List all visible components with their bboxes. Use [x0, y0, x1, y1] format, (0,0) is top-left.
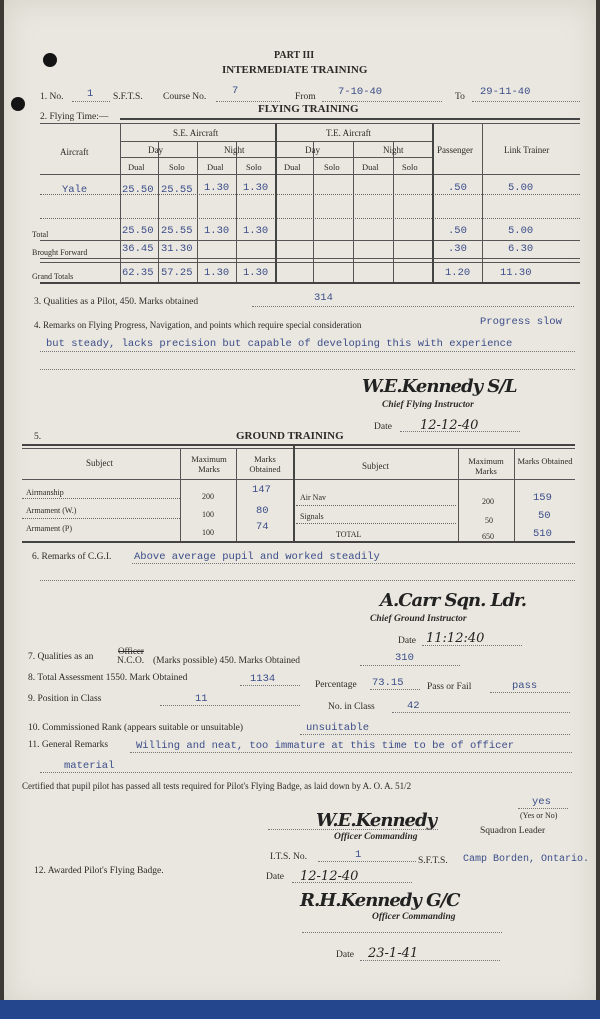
- its-label: I.T.S. No.: [270, 852, 308, 862]
- flying-training-heading: FLYING TRAINING: [258, 103, 359, 115]
- to-label: To: [455, 92, 465, 102]
- max-marks: 200: [202, 492, 214, 501]
- oc2-date-value: 23-1-41: [368, 946, 419, 961]
- cell: 1.20: [445, 267, 471, 279]
- from-label: From: [295, 92, 316, 102]
- certification-text: Certified that pupil pilot has passed all tests required for Pilot's Flying Badge, as laid down by A. O. A. 51/2: [22, 781, 412, 791]
- q9-value: 11: [195, 693, 208, 705]
- subject: Airmanship: [26, 488, 64, 497]
- q8-pass-fail: pass: [512, 680, 538, 692]
- col-max-marks: Maximum Marks: [191, 454, 227, 474]
- cell: .30: [448, 243, 467, 255]
- q7-label-b: (Marks possible) 450. Marks Obtained: [153, 656, 300, 666]
- cell: 25.50: [122, 184, 154, 196]
- col-se-aircraft: S.E. Aircraft: [173, 128, 219, 138]
- q7-value: 310: [395, 652, 414, 664]
- marks-obtained: 510: [533, 528, 552, 540]
- q6-label: 6. Remarks of C.G.I.: [32, 552, 112, 562]
- cell: 5.00: [508, 182, 534, 194]
- cell: 1.30: [243, 267, 269, 279]
- q7-officer: Officer: [118, 646, 144, 656]
- subject: Armament (P): [26, 524, 72, 533]
- col-solo: Solo: [246, 162, 262, 172]
- punch-hole: [11, 97, 25, 111]
- its-value: 1: [355, 849, 362, 861]
- cfi-date-label: Date: [374, 422, 392, 432]
- col-solo: Solo: [402, 162, 418, 172]
- col-se-night: Night: [224, 145, 245, 155]
- oc-title: Officer Commanding: [334, 832, 418, 842]
- q11-value-1: Willing and neat, too immature at this time to be of officer: [136, 740, 515, 752]
- subject: Air Nav: [300, 493, 326, 502]
- q3-value: 314: [314, 292, 333, 304]
- q3-label: 3. Qualities as a Pilot, 450. Marks obtained: [34, 297, 199, 307]
- marks-obtained: 159: [533, 492, 552, 504]
- row-label: Brought Forward: [32, 248, 88, 257]
- q9-label: 9. Position in Class: [28, 694, 102, 704]
- col-subject: Subject: [86, 458, 113, 468]
- q7-label: 7. Qualities as an: [28, 652, 94, 662]
- table-surface: [0, 1000, 600, 1019]
- col-link-trainer: Link Trainer: [504, 145, 550, 155]
- col-max-marks: Maximum Marks: [468, 456, 504, 476]
- q9-no-value: 42: [407, 700, 420, 712]
- row-label: Grand Totals: [32, 272, 74, 281]
- no-label: 1. No.: [40, 92, 64, 102]
- q8-percentage-label: Percentage: [315, 680, 357, 690]
- oc-date-label: Date: [266, 872, 284, 882]
- row-label: Total: [32, 230, 49, 239]
- punch-hole: [43, 53, 57, 67]
- yes-or-no-hint: (Yes or No): [520, 811, 558, 820]
- marks-obtained: 80: [256, 505, 269, 517]
- cgi-date-value: 11:12:40: [426, 631, 485, 646]
- oc2-date-label: Date: [336, 950, 354, 960]
- col-dual: Dual: [128, 162, 145, 172]
- cell: 5.00: [508, 225, 534, 237]
- flying-time-label: 2. Flying Time:—: [40, 112, 109, 122]
- q10-value: unsuitable: [306, 722, 370, 734]
- q10-label: 10. Commissioned Rank (appears suitable or unsuitable): [28, 723, 244, 733]
- oc2-title: Officer Commanding: [372, 912, 456, 922]
- q8-percentage: 73.15: [372, 677, 404, 689]
- cell: 31.30: [161, 243, 193, 255]
- oc-sfts-label: S.F.T.S.: [418, 856, 448, 866]
- no-value: 1: [87, 88, 94, 100]
- cell: 11.30: [500, 267, 532, 279]
- max-marks: 100: [202, 528, 214, 537]
- subject: Signals: [300, 512, 324, 521]
- cell: 62.35: [122, 267, 154, 279]
- sfts-label: S.F.T.S.: [113, 92, 143, 102]
- oc-date-value: 12-12-40: [300, 869, 359, 884]
- max-marks: 50: [485, 516, 493, 525]
- col-dual: Dual: [362, 162, 379, 172]
- q8-pass-fail-label: Pass or Fail: [427, 682, 472, 692]
- cfi-title: Chief Flying Instructor: [382, 400, 474, 410]
- cell: 6.30: [508, 243, 534, 255]
- cell: 1.30: [243, 225, 269, 237]
- col-marks-obtained: Marks Obtained: [249, 454, 281, 474]
- cfi-date-value: 12-12-40: [420, 418, 479, 433]
- cell: 25.55: [161, 225, 193, 237]
- oc2-signature: R.H.Kennedy G/C: [300, 890, 460, 911]
- certification-value: yes: [532, 796, 551, 808]
- cell: 1.30: [204, 267, 230, 279]
- cell: 57.25: [161, 267, 193, 279]
- cell: .50: [448, 225, 467, 237]
- oc-signature: W.E.Kennedy: [316, 810, 437, 831]
- q8-label: 8. Total Assessment 1550. Mark Obtained: [28, 673, 188, 683]
- marks-obtained: 147: [252, 484, 271, 496]
- to-value: 29-11-40: [480, 86, 531, 98]
- subject: TOTAL: [336, 530, 362, 539]
- oc-rank: Squadron Leader: [480, 826, 546, 836]
- q11-value-2: material: [64, 760, 115, 772]
- cgi-date-label: Date: [398, 636, 416, 646]
- col-marks-obtained: Marks Obtained: [517, 456, 573, 466]
- q6-value: Above average pupil and worked steadily: [134, 551, 380, 563]
- q12-label: 12. Awarded Pilot's Flying Badge.: [34, 866, 164, 876]
- cell: 1.30: [204, 225, 230, 237]
- q7-nco: N.C.O.: [117, 656, 145, 666]
- col-se-day: Day: [148, 145, 163, 155]
- max-marks: 100: [202, 510, 214, 519]
- ground-training-heading: GROUND TRAINING: [236, 430, 344, 442]
- cell: 1.30: [243, 182, 269, 194]
- cell: 36.45: [122, 243, 154, 255]
- q4-value-2: but steady, lacks precision but capable of developing this with experience: [46, 338, 513, 350]
- course-value: 7: [232, 85, 239, 97]
- col-dual: Dual: [284, 162, 301, 172]
- col-solo: Solo: [169, 162, 185, 172]
- section-title: INTERMEDIATE TRAINING: [222, 64, 368, 76]
- q8-mark: 1134: [250, 673, 276, 685]
- cgi-title: Chief Ground Instructor: [370, 614, 467, 624]
- part-number: PART III: [274, 50, 315, 61]
- cell: 25.55: [161, 184, 193, 196]
- cfi-signature: W.E.Kennedy S/L: [362, 376, 517, 397]
- cell: 1.30: [204, 182, 230, 194]
- col-te-night: Night: [383, 145, 404, 155]
- cgi-signature: A.Carr Sqn. Ldr.: [380, 590, 526, 611]
- max-marks: 200: [482, 497, 494, 506]
- from-value: 7-10-40: [338, 86, 383, 98]
- col-passenger: Passenger: [437, 145, 473, 155]
- col-aircraft: Aircraft: [60, 147, 89, 157]
- col-te-aircraft: T.E. Aircraft: [326, 128, 372, 138]
- q4-label: 4. Remarks on Flying Progress, Navigation, and points which require special consideration: [34, 320, 362, 330]
- col-te-day: Day: [305, 145, 320, 155]
- oc-sfts-value: Camp Borden, Ontario.: [463, 854, 590, 865]
- col-solo: Solo: [324, 162, 340, 172]
- marks-obtained: 74: [256, 521, 269, 533]
- subject: Armament (W.): [26, 506, 77, 515]
- col-subject: Subject: [362, 461, 389, 471]
- cell: .50: [448, 182, 467, 194]
- cell: 25.50: [122, 225, 154, 237]
- marks-obtained: 50: [538, 510, 551, 522]
- row-label: Yale: [62, 184, 88, 196]
- max-marks: 650: [482, 532, 494, 541]
- q11-label: 11. General Remarks: [28, 740, 109, 750]
- ground-number: 5.: [34, 432, 42, 442]
- course-label: Course No.: [163, 92, 207, 102]
- q4-value-1: Progress slow: [480, 316, 562, 328]
- col-dual: Dual: [207, 162, 224, 172]
- q9-no-label: No. in Class: [328, 702, 375, 712]
